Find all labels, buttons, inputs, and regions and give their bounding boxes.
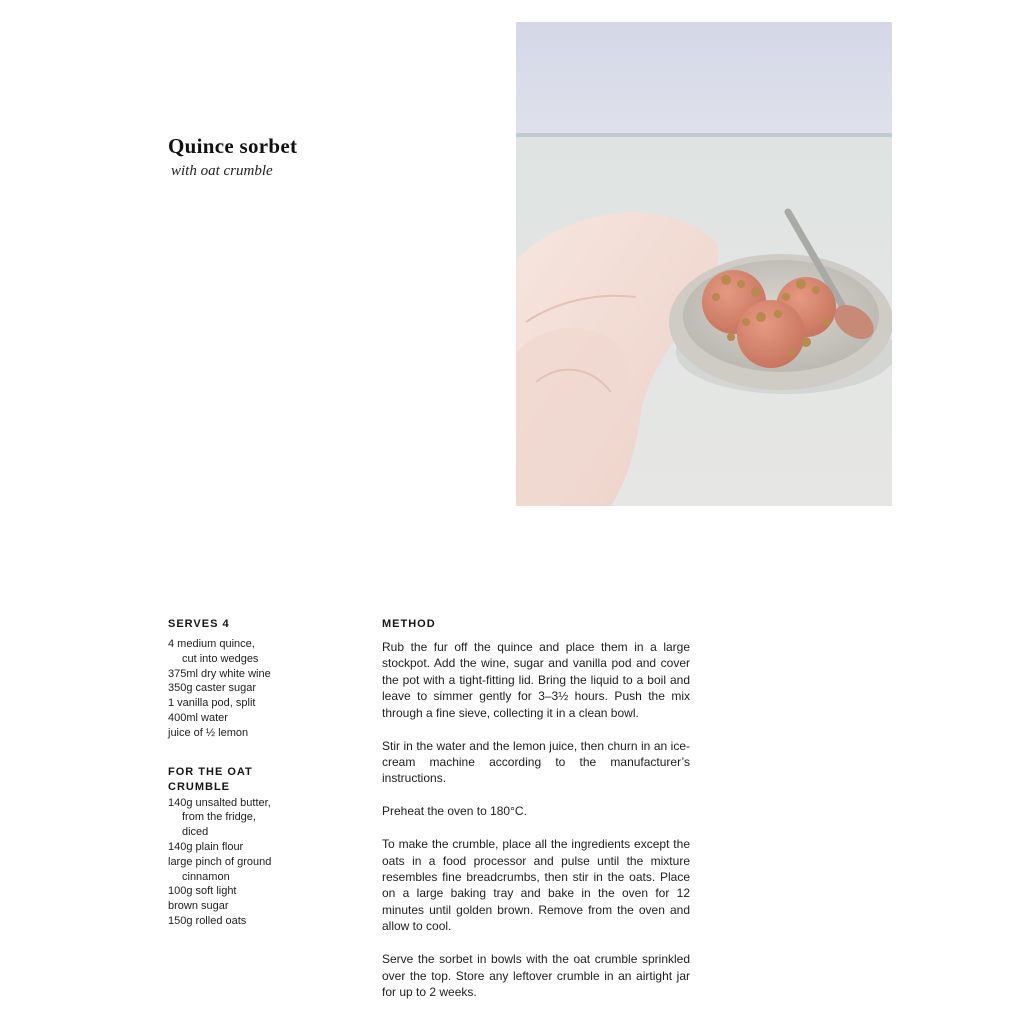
list-item: 350g caster sugar (168, 682, 257, 695)
list-item: 1 vanilla pod, split (168, 697, 256, 710)
list-item: 140g plain flour (168, 840, 244, 853)
list-item: 400ml water (168, 711, 228, 724)
list-item: brown sugar (168, 900, 229, 913)
crumble-ingredients-list (168, 796, 308, 929)
recipe-title: Quince sorbet (168, 134, 298, 158)
serves-heading: SERVES 4 (168, 618, 230, 630)
list-item: 100g soft light (168, 885, 237, 898)
list-item: large pinch of ground cinnamon (168, 855, 272, 883)
list-item: 375ml dry white wine (168, 667, 271, 680)
ingredients-list (168, 637, 308, 741)
list-item: 150g rolled oats (168, 914, 247, 927)
method-step: Preheat the oven to 180°C. (382, 804, 527, 819)
method-step: Serve the sorbet in bowls with the oat crumble sprinkled over the top. Store any leftover crumble in an airtight jar for up to 2 weeks. (382, 952, 690, 999)
crumble-heading: FOR THE OAT CRUMBLE (168, 765, 253, 793)
ingredients-column (168, 617, 308, 929)
recipe-subtitle: with oat crumble (171, 163, 273, 179)
method-step: Stir in the water and the lemon juice, then churn in an ice-cream machine according to the manufacturer’s instructions. (382, 738, 690, 786)
list-item: juice of ½ lemon (168, 726, 249, 739)
dessert-photo (516, 22, 892, 506)
method-heading: METHOD (382, 618, 436, 630)
list-item: 140g unsalted butter, from the fridge, diced (168, 796, 271, 839)
method-step: To make the crumble, place all the ingredients except the oats in a food processor and pulse until the mixture resembles fine breadcrumbs, then stir in the oats. Place on a large baking tray and bake in the oven for 12 minutes until golden brown. Remove from the oven and allow to cool. (382, 837, 690, 934)
method-column (382, 617, 690, 1017)
list-item: 4 medium quince, cut into wedges (168, 638, 259, 665)
method-step: Rub the fur off the quince and place them in a large stockpot. Add the wine, sugar and vanilla pod and cover the pot with a tight-fitting lid. Bring the liquid to a boil and leave to simmer gently for 3–3½ hours. Push the mix through a fine sieve, collecting it in a clean bowl. (382, 640, 690, 720)
